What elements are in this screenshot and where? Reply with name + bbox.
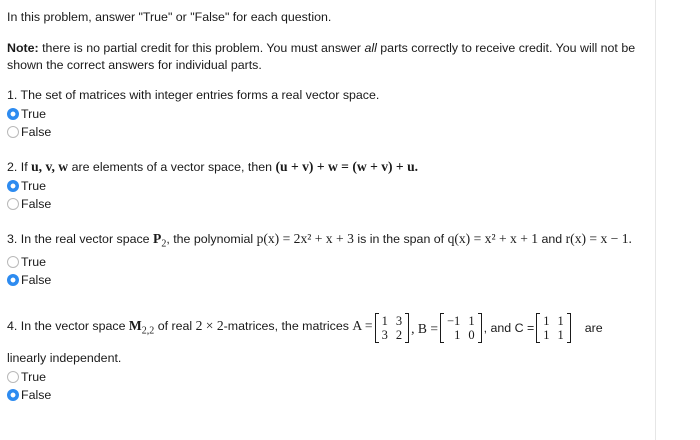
radio-empty-icon[interactable]: [7, 256, 19, 268]
question-1-prompt: 1. The set of matrices with integer entries forms a real vector space.: [7, 88, 380, 102]
question-2-prompt: 2. If u, v, w are elements of a vector space, then (u + v) + w = (w + v) + u.: [7, 159, 419, 174]
radio-selected-icon[interactable]: [7, 180, 19, 192]
question-2-option-true[interactable]: True: [7, 177, 655, 195]
question-1-option-false[interactable]: False: [7, 123, 655, 141]
question-1-option-true[interactable]: True: [7, 105, 655, 123]
question-4-prompt: 4. In the vector space $M_{2,2}$ of real 2 × 2-matrices, the matrices A = 1 3 3 2 , B = −1 1 1 0 , and C = 1 1 1 1 are: [7, 314, 603, 343]
question-3-prompt: 3. In the real vector space $P_2$, the polynomial p(x) = 2x² + x + 3 is in the span of q(x) = x² + x + 1 and r(x) = x − 1.: [7, 231, 632, 250]
question-3: [7, 230, 655, 289]
question-4: [7, 306, 655, 404]
note-label: Note:: [7, 41, 39, 55]
radio-selected-icon[interactable]: [7, 108, 19, 120]
question-4-option-true[interactable]: True: [7, 368, 655, 386]
matrix-a: 1 3 3 2: [375, 313, 410, 343]
question-4-prompt-continued: linearly independent.: [7, 351, 122, 366]
radio-empty-icon[interactable]: [7, 371, 19, 383]
radio-selected-icon[interactable]: [7, 389, 19, 401]
radio-selected-icon[interactable]: [7, 274, 19, 286]
question-3-option-false[interactable]: False: [7, 271, 655, 289]
note-text: Note: there is no partial credit for this problem. You must answer all parts correctly to receive credit. You will not be shown the correct answers for individual parts.: [7, 41, 636, 72]
question-2-option-false[interactable]: False: [7, 195, 655, 213]
intro-text: In this problem, answer "True" or "False" for each question.: [7, 10, 332, 24]
question-1: [7, 87, 655, 141]
matrix-c: 1 1 1 1: [536, 313, 571, 343]
question-3-option-true[interactable]: True: [7, 253, 655, 271]
radio-empty-icon[interactable]: [7, 126, 19, 138]
radio-empty-icon[interactable]: [7, 198, 19, 210]
matrix-b: −1 1 1 0: [440, 313, 482, 343]
question-2: [7, 158, 655, 213]
question-4-option-false[interactable]: False: [7, 386, 655, 404]
